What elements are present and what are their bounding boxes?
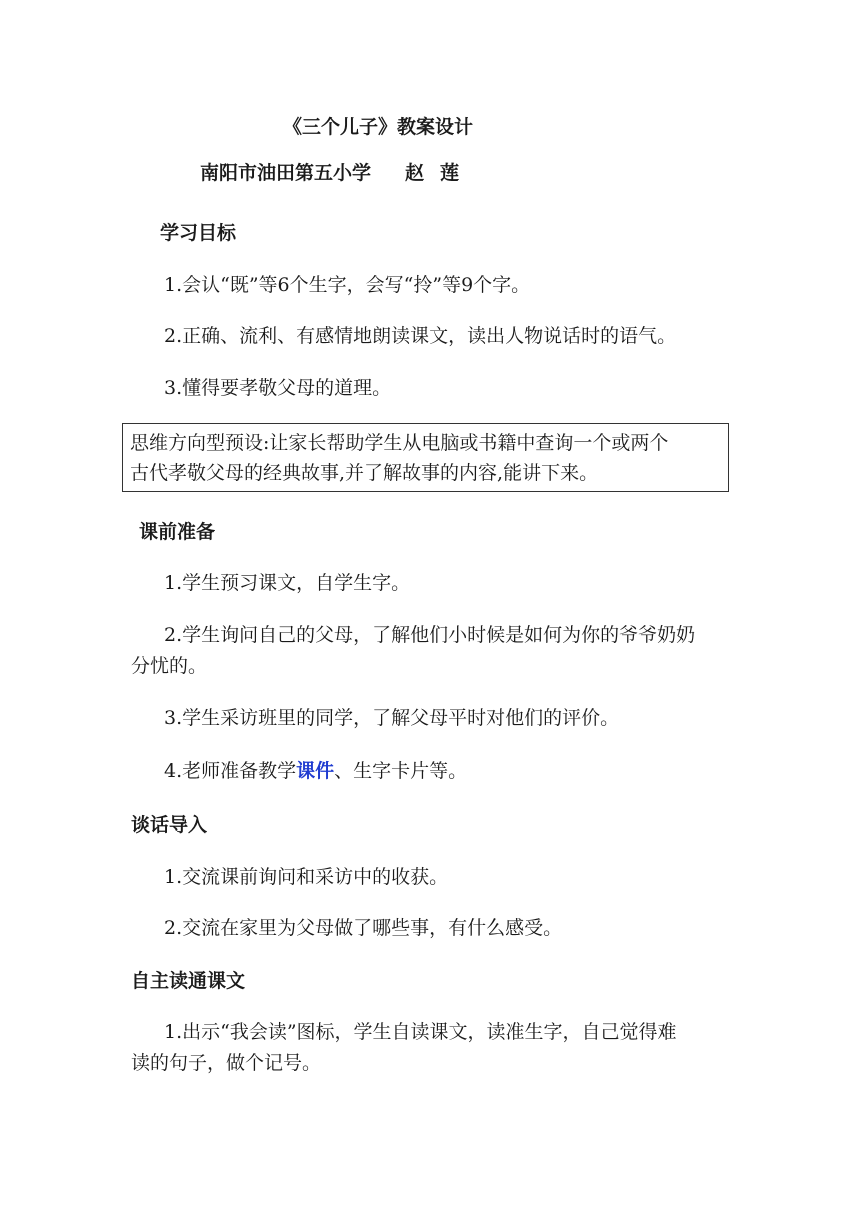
author-name: 赵莲 — [405, 162, 476, 184]
goal-item-2: 2.正确、流利、有感情地朗读课文，读出人物说话时的语气。 — [164, 325, 677, 347]
section-heading-prep: 课前准备 — [139, 521, 216, 543]
goal-item-3: 3.懂得要孝敬父母的道理。 — [164, 377, 392, 399]
prep-item-2-line-2: 分忧的。 — [131, 655, 208, 677]
section-heading-talk: 谈话导入 — [131, 814, 208, 836]
read-item-1-line-1: 1.出示“我会读”图标，学生自读课文，读准生字，自己觉得难 — [164, 1021, 677, 1043]
prep-item-1: 1.学生预习课文，自学生字。 — [164, 572, 411, 594]
document-title: 《三个儿子》教案设计 — [283, 116, 474, 138]
prep-item-4-text-after: 、生字卡片等。 — [334, 760, 468, 782]
school-name: 南阳市油田第五小学 — [200, 162, 372, 184]
prep-item-4-text-before: 4.老师准备教学 — [164, 760, 297, 782]
section-heading-goals: 学习目标 — [160, 222, 237, 244]
talk-item-1: 1.交流课前询问和采访中的收获。 — [164, 866, 449, 888]
prep-item-2-line-1: 2.学生询问自己的父母，了解他们小时候是如何为你的爷爷奶奶 — [164, 624, 696, 646]
author-line — [200, 160, 475, 186]
preset-box-line-2: 古代孝敬父母的经典故事,并了解故事的内容,能讲下来。 — [130, 462, 599, 484]
preset-box-line-1: 思维方向型预设:让家长帮助学生从电脑或书籍中查询一个或两个 — [130, 432, 669, 454]
goal-item-1: 1.会认“既”等6个生字，会写“拎”等9个字。 — [164, 274, 531, 296]
preset-box — [122, 423, 729, 492]
talk-item-2: 2.交流在家里为父母做了哪些事，有什么感受。 — [164, 917, 563, 939]
read-item-1-line-2: 读的句子，做个记号。 — [131, 1052, 322, 1074]
prep-item-4 — [164, 758, 467, 784]
prep-item-3: 3.学生采访班里的同学，了解父母平时对他们的评价。 — [164, 707, 620, 729]
section-heading-read: 自主读通课文 — [131, 970, 246, 992]
courseware-link[interactable]: 课件 — [296, 760, 335, 782]
